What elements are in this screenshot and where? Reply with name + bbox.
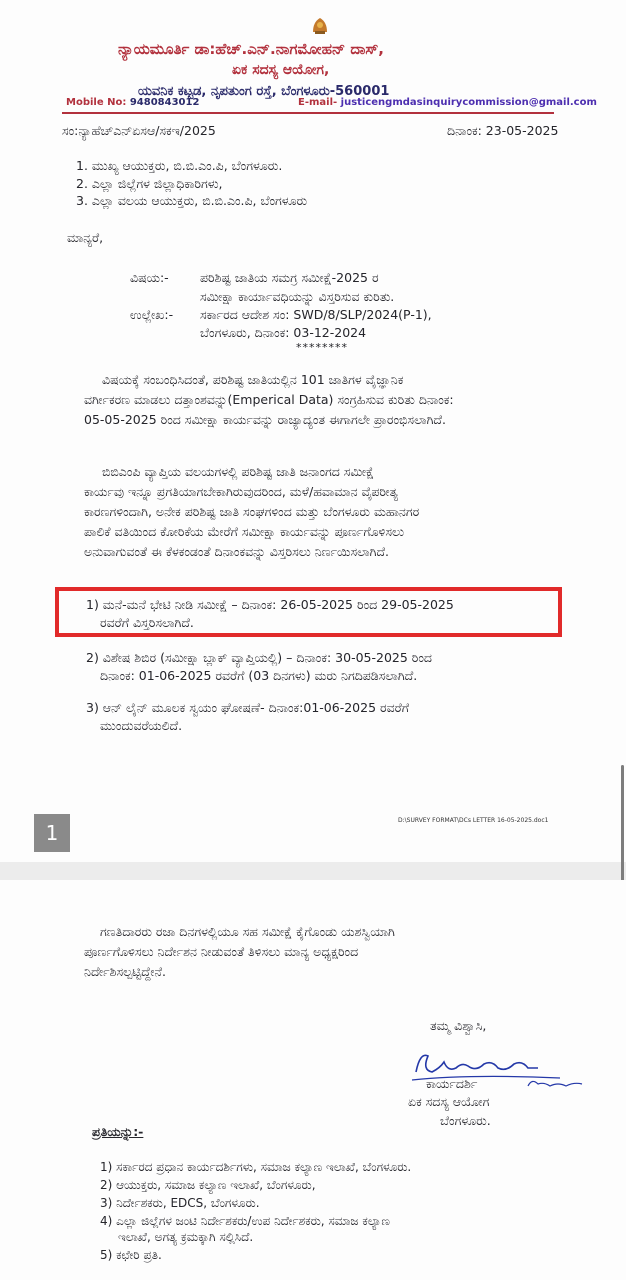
copy-item-1: 1) ಸರ್ಕಾರದ ಪ್ರಧಾನ ಕಾರ್ಯದರ್ಶಿಗಳು, ಸಮಾಜ ಕಲ್ಯಾಣ ಇಲಾಖೆ, ಬೆಂಗಳೂರು.	[100, 1160, 412, 1174]
commission-subtitle: ಏಕ ಸದಸ್ಯ ಆಯೋಗ,	[232, 62, 330, 78]
page-gap	[0, 862, 626, 880]
paragraph-1-line: 05-05-2025 ರಿಂದ ಸಮೀಕ್ಷಾ ಕಾರ್ಯವನ್ನು ರಾಜ್ಯಾದ್ಯಂತ ಈಗಾಗಲೇ ಪ್ರಾರಂಭಿಸಲಾಗಿದೆ.	[84, 412, 446, 427]
recipient-3: 3. ಎಲ್ಲಾ ವಲಯ ಆಯುಕ್ತರು, ಬಿ.ಬಿ.ಎಂ.ಪಿ, ಬೆಂಗಳೂರು	[76, 193, 308, 208]
page-2-paragraph-line: ಪೂರ್ಣಗೊಳಿಸಲು ನಿರ್ದೇಶನ ನೀಡುವಂತೆ ತಿಳಿಸಲು ಮಾನ್ಯ ಅಧ್ಯಕ್ಷರಿಂದ	[84, 944, 359, 959]
mobile-label: Mobile No:	[66, 97, 127, 108]
subject-line-2: ಸಮೀಕ್ಷಾ ಕಾರ್ಯಾವಧಿಯನ್ನು ವಿಸ್ತರಿಸುವ ಕುರಿತು.	[200, 289, 395, 304]
point-3-line-1: 3) ಆನ್ ಲೈನ್ ಮೂಲಕ ಸ್ವಯಂ ಘೋಷಣೆ- ದಿನಾಂಕ:01-06-2025 ರವರೆಗೆ	[86, 700, 410, 715]
signatory-title: ಕಾರ್ಯದರ್ಶಿ	[426, 1076, 478, 1091]
recipient-1: 1. ಮುಖ್ಯ ಆಯುಕ್ತರು, ಬಿ.ಬಿ.ಎಂ.ಪಿ, ಬೆಂಗಳೂರು.	[76, 158, 283, 173]
reference-number: ಸಂ:ನ್ಯಾಹೆಚ್ಎನ್ಏಸಆ/ಸಕಇ/2025	[62, 123, 216, 138]
signatory-org: ಏಕ ಸದಸ್ಯ ಆಯೋಗ	[408, 1094, 490, 1109]
reference-line-1: ಸರ್ಕಾರದ ಆದೇಶ ಸಂ: SWD/8/SLP/2024(P-1),	[200, 307, 432, 322]
paragraph-2-line: ಪಾಲಿಕೆ ವತಿಯಿಂದ ಕೋರಿಕೆಯ ಮೇರೆಗೆ ಸಮೀಕ್ಷಾ ಕಾರ್ಯವನ್ನು ಪೂರ್ಣಗೊಳಿಸಲು	[84, 524, 405, 539]
recipient-2: 2. ಎಲ್ಲಾ ಜಿಲ್ಲೆಗಳ ಜಿಲ್ಲಾಧಿಕಾರಿಗಳು,	[76, 176, 223, 191]
paragraph-1	[84, 370, 552, 430]
commission-title: ನ್ಯಾಯಮೂರ್ತಿ ಡಾ:ಹೆಚ್.ಎನ್.ನಾಗಮೋಹನ್ ದಾಸ್,	[118, 40, 384, 58]
paragraph-1-line: ವರ್ಗೀಕರಣ ಮಾಡಲು ದತ್ತಾಂಶವನ್ನು(Emperical Data) ಸಂಗ್ರಹಿಸುವ ಕುರಿತು ದಿನಾಂಕ:	[84, 392, 454, 407]
mobile-value: 9480843012	[129, 97, 200, 108]
point-1-line-1: 1) ಮನೆ-ಮನೆ ಭೇಟಿ ನೀಡಿ ಸಮೀಕ್ಷೆ – ದಿನಾಂಕ: 26-05-2025 ರಿಂದ 29-05-2025	[86, 597, 454, 612]
reference-line-2: ಬೆಂಗಳೂರು, ದಿನಾಂಕ: 03-12-2024	[200, 325, 367, 340]
point-2-line-1: 2) ವಿಶೇಷ ಶಿಬಿರ (ಸಮೀಕ್ಷಾ ಬ್ಲಾಕ್ ವ್ಯಾಪ್ತಿಯಲ್ಲಿ) – ದಿನಾಂಕ: 30-05-2025 ರಿಂದ	[86, 650, 432, 665]
scrollbar-thumb[interactable]	[621, 765, 624, 885]
email-address	[298, 97, 597, 108]
reference-label: ಉಲ್ಲೇಖ:-	[130, 307, 174, 322]
header-divider	[62, 112, 554, 114]
commission-address: ಯವನಿಕ ಕಟ್ಟಡ, ನೃಪತುಂಗ ರಸ್ತೆ, ಬೆಂಗಳೂರು-560001	[138, 84, 390, 99]
paragraph-1-line: ವಿಷಯಕ್ಕೆ ಸಂಬಂಧಿಸಿದಂತೆ, ಪರಿಶಿಷ್ಟ ಜಾತಿಯಲ್ಲಿನ 101 ಜಾತಿಗಳ ವೈಜ್ಞಾನಿಕ	[102, 372, 404, 387]
subject-label: ವಿಷಯ:-	[130, 270, 169, 285]
page-2-paragraph-line: ನಿರ್ದೇಶಿಸಲ್ಪಟ್ಟಿದ್ದೇನೆ.	[84, 964, 166, 979]
point-3-line-2: ಮುಂದುವರೆಯಲಿದೆ.	[100, 718, 183, 733]
closing-text: ತಮ್ಮ ವಿಶ್ವಾಸಿ,	[430, 1018, 487, 1033]
letter-date: ದಿನಾಂಕ: 23-05-2025	[447, 123, 559, 138]
copy-item-2: 2) ಆಯುಕ್ತರು, ಸಮಾಜ ಕಲ್ಯಾಣ ಇಲಾಖೆ, ಬೆಂಗಳೂರು,	[100, 1178, 316, 1192]
separator-stars: ********	[296, 341, 348, 354]
copy-item-3: 3) ನಿರ್ದೇಶಕರು, EDCS, ಬೆಂಗಳೂರು.	[100, 1196, 260, 1210]
email-label: E-mail-	[298, 97, 338, 108]
point-1-line-2: ರವರೆಗೆ ವಿಸ್ತರಿಸಲಾಗಿದೆ.	[100, 615, 194, 630]
copy-item-4: 4) ಎಲ್ಲಾ ಜಿಲ್ಲೆಗಳ ಜಂಟಿ ನಿರ್ದೇಶಕರು/ಉಪ ನಿರ್ದೇಶಕರು, ಸಮಾಜ ಕಲ್ಯಾಣ	[100, 1214, 390, 1228]
file-path-footer: D:\SURVEY FORMAT\DCs LETTER 16-05-2025.doc1	[398, 817, 549, 824]
salutation: ಮಾನ್ಯರೆ,	[67, 230, 104, 245]
page-2-paragraph	[84, 922, 556, 982]
paragraph-2-line: ಕಾರಣಗಳಿಂದಾಗಿ, ಅನೇಕ ಪರಿಶಿಷ್ಟ ಜಾತಿ ಸಂಘಗಳಿಂದ ಮತ್ತು ಬೆಂಗಳೂರು ಮಹಾನಗರ	[84, 504, 420, 519]
copy-item-4-cont: ಇಲಾಖೆ, ಅಗತ್ಯ ಕ್ರಮಕ್ಕಾಗಿ ಸಲ್ಲಿಸಿದೆ.	[118, 1230, 254, 1244]
mobile-number	[66, 97, 199, 108]
page-2-paragraph-line: ಗಣತಿದಾರರು ರಜಾ ದಿನಗಳಲ್ಲಿಯೂ ಸಹ ಸಮೀಕ್ಷೆ ಕೈಗೊಂಡು ಯಶಸ್ವಿಯಾಗಿ	[100, 924, 395, 939]
point-2-line-2: ದಿನಾಂಕ: 01-06-2025 ರವರೆಗೆ (03 ದಿನಗಳು) ಮರು ನಿಗದಿಪಡಿಸಲಾಗಿದೆ.	[100, 668, 418, 683]
state-emblem-icon	[309, 14, 331, 36]
page-number-badge: 1	[34, 814, 70, 852]
paragraph-2	[84, 462, 552, 562]
paragraph-2-line: ಅನುವಾಗುವಂತೆ ಈ ಕೆಳಕಂಡಂತೆ ದಿನಾಂಕವನ್ನು ವಿಸ್ತರಿಸಲು ನಿರ್ಣಯಿಸಲಾಗಿದೆ.	[84, 544, 390, 559]
subject-line-1: ಪರಿಶಿಷ್ಟ ಜಾತಿಯ ಸಮಗ್ರ ಸಮೀಕ್ಷೆ-2025 ರ	[200, 270, 379, 285]
copies-heading: ಪ್ರತಿಯನ್ನು:-	[92, 1124, 144, 1139]
handwritten-signature	[410, 1042, 590, 1092]
paragraph-2-line: ಬಿಬಿಎಂಪಿ ವ್ಯಾಪ್ತಿಯ ವಲಯಗಳಲ್ಲಿ ಪರಿಶಿಷ್ಟ ಜಾತಿ ಜನಾಂಗದ ಸಮೀಕ್ಷೆ	[102, 464, 375, 479]
copy-item-5: 5) ಕಛೇರಿ ಪ್ರತಿ.	[100, 1248, 162, 1262]
email-value: justicengmdasinquirycommission@gmail.com	[340, 97, 597, 108]
signatory-city: ಬೆಂಗಳೂರು.	[440, 1113, 491, 1128]
paragraph-2-line: ಕಾರ್ಯವು ಇನ್ನೂ ಪ್ರಗತಿಯಾಗಬೇಕಾಗಿರುವುದರಿಂದ, ಮಳೆ/ಹವಾಮಾನ ವೈಪರೀತ್ಯ	[84, 484, 398, 499]
